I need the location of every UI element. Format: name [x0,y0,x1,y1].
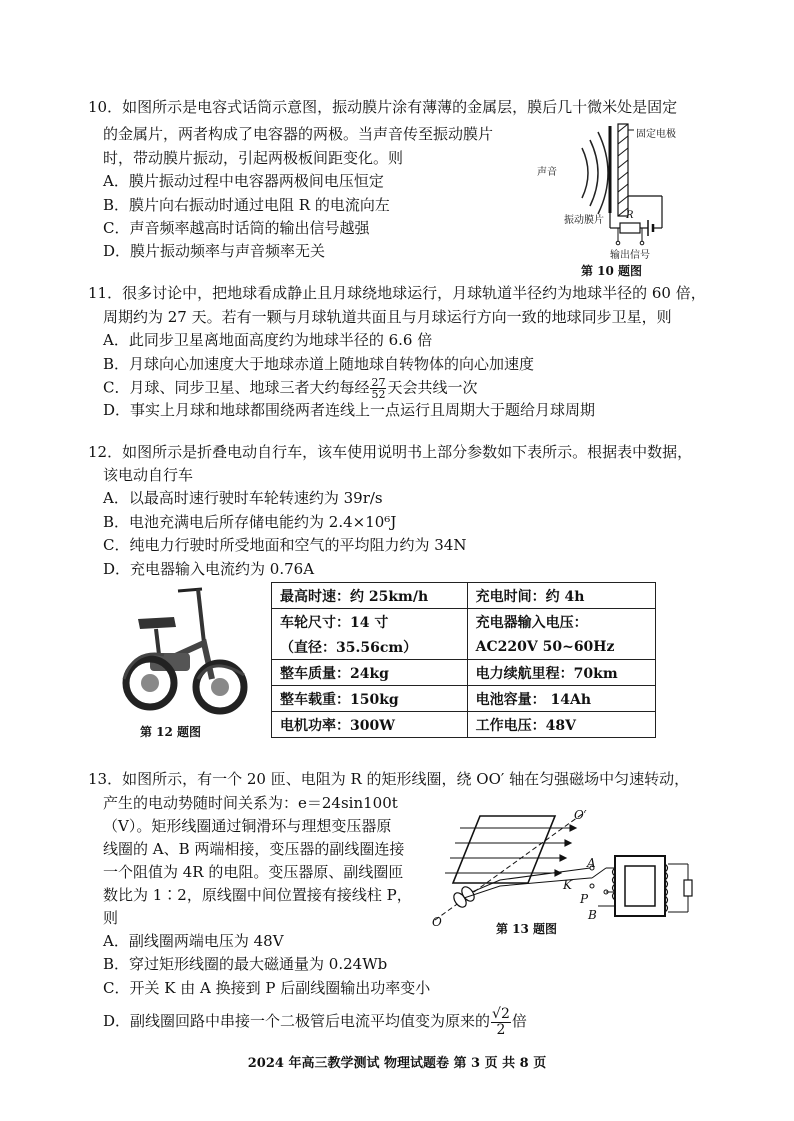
table-cell: 最高时速：约 25km/h [272,583,468,609]
q13-axis-label-o-prime: O′ [574,808,587,822]
q12-option-a: A．以最高时速行驶时车轮转速约为 39r/s [103,489,383,507]
table-cell: 充电时间：约 4h [467,583,655,609]
table-row [272,660,656,686]
q11-option-c-suffix: 天会共线一次 [387,378,478,397]
q13-stem-line3: （V）。矩形线圈通过铜滑环与理想变压器原 [103,817,392,835]
table-cell: 电机功率：300W [272,712,468,738]
q13-switch-k-label: K [563,878,572,892]
q13-stem-line6: 数比为 1∶2，原线圈中间位置接有接线柱 P， [103,886,412,904]
q13-axis-label-o: O [432,915,442,929]
q13-fraction-numerator: √2 [492,1005,510,1022]
q13-terminal-b-label: B [588,908,597,922]
table-cell: 整车质量：24kg [272,660,468,686]
q13-figure-caption: 第 13 题图 [496,922,558,936]
q10-stem-line3: 时，带动膜片振动，引起两极板间距变化。则 [103,149,404,167]
q10-stem-line2: 的金属片，两者构成了电容器的两极。当声音传至振动膜片 [103,125,494,143]
q12-option-d: D．充电器输入电流约为 0.76A [103,560,315,578]
q10-figure-caption: 第 10 题图 [581,264,643,278]
q13-option-c: C．开关 K 由 A 换接到 P 后副线圈输出功率变小 [103,979,431,997]
q10-option-d: D．膜片振动频率与声音频率无关 [103,242,326,260]
q10-fixed-electrode-label: 固定电极 [636,129,676,140]
table-row [272,634,656,660]
q13-stem-line7: 则 [103,909,119,927]
q13-option-d-prefix: D．副线圈回路中串接一个二极管后电流平均值变为原来的 [103,1012,491,1030]
q11-stem-line1: 11．很多讨论中，把地球看成静止且月球绕地球运行，月球轨道半径约为地球半径的 60 倍， [88,284,706,302]
q10-output-label: 输出信号 [610,250,650,261]
q13-stem-line2: 产生的电动势随时间关系为：e＝24sin100t [103,794,398,812]
q12-stem-line1: 12．如图所示是折叠电动自行车，该车使用说明书上部分参数如下表所示。根据表中数据， [88,443,693,461]
table-cell: 整车载重：150kg [272,686,468,712]
table-row [272,686,656,712]
q12-folding-bike-image [120,583,260,723]
q12-stem-line2: 该电动自行车 [103,466,194,484]
q13-generator-transformer-figure [420,808,700,928]
q11-option-b: B．月球向心加速度大于地球赤道上随地球自转物体的向心加速度 [103,355,535,373]
q10-microphone-figure [530,118,710,266]
table-row [272,609,656,635]
table-row [272,583,656,609]
q10-stem-line1: 10．如图所示是电容式话筒示意图，振动膜片涂有薄薄的金属层，膜后几十微米处是固定 [88,98,678,116]
q10-option-b: B．膜片向右振动时通过电阻 R 的电流向左 [103,196,390,214]
q10-resistor-label: R [626,210,634,221]
table-cell: 电池容量： 14Ah [467,686,655,712]
q10-option-c: C．声音频率越高时话筒的输出信号越强 [103,219,370,237]
q13-stem-line1: 13．如图所示，有一个 20 匝、电阻为 R 的矩形线圈，绕 OO′ 轴在匀强磁场中匀速转动， [88,770,690,788]
q13-option-b: B．穿过矩形线圈的最大磁通量为 0.24Wb [103,955,388,973]
q13-option-d-suffix: 倍 [511,1012,527,1030]
q13-terminal-p-label: P [580,892,589,906]
table-row [272,712,656,738]
q13-fraction-denominator: 2 [496,1021,506,1038]
q12-option-c: C．纯电力行驶时所受地面和空气的平均阻力约为 34N [103,536,467,554]
q11-option-d: D．事实上月球和地球都围绕两者连线上一点运行且周期大于题给月球周期 [103,401,596,419]
q13-stem-line4: 线圈的 A、B 两端相接，变压器的副线圈连接 [103,840,405,858]
table-cell: AC220V 50~60Hz [467,634,655,660]
q13-terminal-a-label: A [587,856,596,870]
q13-stem-line5: 一个阻值为 4R 的电阻。变压器原、副线圈匝 [103,863,404,881]
q12-spec-table [271,582,656,738]
q10-sound-label: 声音 [537,167,557,178]
table-cell: 充电器输入电压： [467,609,655,635]
page-footer: 2024 年高三教学测试 物理试题卷 第 3 页 共 8 页 [247,1056,547,1071]
table-cell: 车轮尺寸：14 寸 [272,609,468,635]
table-cell: 电力续航里程：70km [467,660,655,686]
table-cell: （直径：35.56cm） [272,634,468,660]
q13-option-d [103,1006,527,1038]
q10-option-a: A．膜片振动过程中电容器两极间电压恒定 [103,172,384,190]
q13-fraction [491,1007,511,1038]
q13-option-a: A．副线圈两端电压为 48V [103,932,284,950]
table-cell: 工作电压：48V [467,712,655,738]
q12-figure-caption: 第 12 题图 [140,725,202,739]
q11-fraction [370,377,386,400]
q11-fraction-numerator: 27 [371,376,386,389]
q12-option-b: B．电池充满电后所存储电能约为 2.4×10⁶J [103,513,397,531]
q11-option-c [103,377,478,400]
q10-membrane-label: 振动膜片 [564,215,604,226]
q11-stem-line2: 周期约为 27 天。若有一颗与月球轨道共面且与月球运行方向一致的地球同步卫星，则 [103,308,672,326]
q11-fraction-denominator: 52 [371,388,386,401]
q11-option-a: A．此同步卫星离地面高度约为地球半径的 6.6 倍 [103,331,433,349]
q11-option-c-prefix: C．月球、同步卫星、地球三者大约每经 [103,378,370,397]
